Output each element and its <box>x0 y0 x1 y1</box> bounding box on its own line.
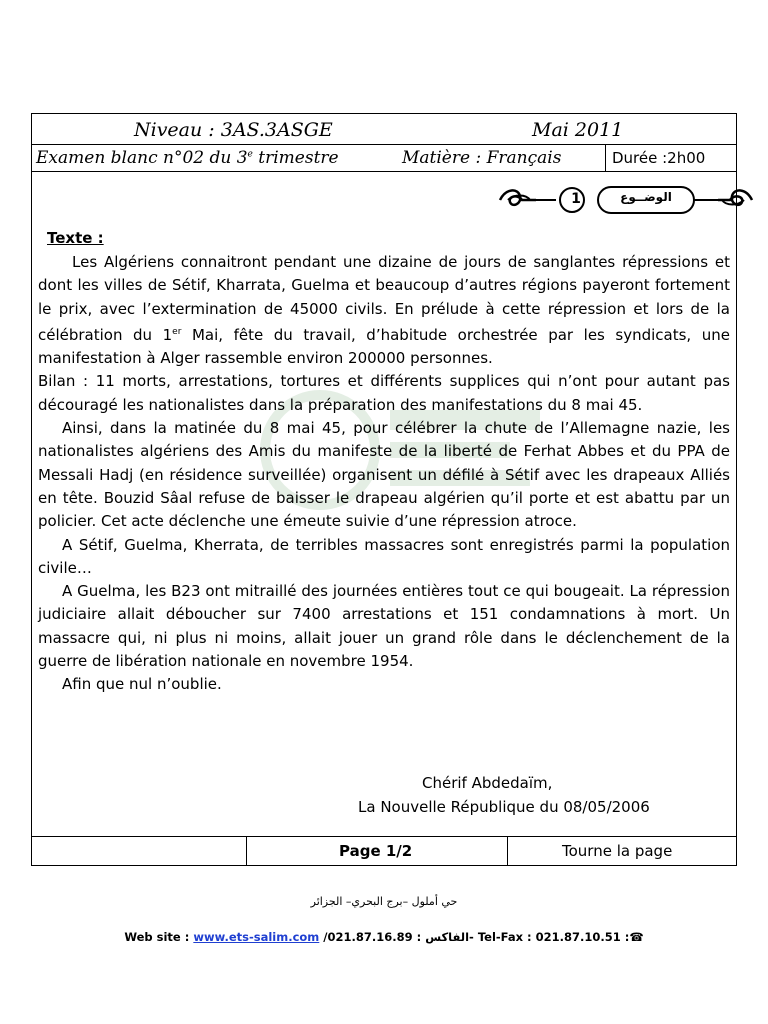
paragraph-5: A Guelma, les B23 ont mitraillé des journées entières tout ce qui bougeait. La répression judiciaire allait déboucher sur 7400 arrestations et 151 condamnations à mort. Un massacre qui, ni plus ni moins, allait jouer un grand rôle dans le déclenchement de la guerre de libération nationale en novembre 1954. <box>38 582 730 671</box>
divider <box>507 836 508 865</box>
school-address: حي أملول –برج البحري– الجزائر <box>310 895 458 908</box>
divider <box>32 171 736 172</box>
source-reference: La Nouvelle République du 08/05/2006 <box>358 798 650 816</box>
passage <box>38 251 730 697</box>
divider <box>605 144 606 171</box>
exam-date: Mai 2011 <box>532 119 624 141</box>
paragraph-4: A Sétif, Guelma, Kherrata, de terribles massacres sont enregistrés parmi la population civile… <box>38 535 730 577</box>
subject-arabic-label: الوضــوع <box>620 190 672 204</box>
duration-label: Durée :2h00 <box>612 149 706 167</box>
exam-frame <box>31 113 737 866</box>
divider <box>32 836 736 837</box>
subject-number: 1 <box>571 191 581 207</box>
niveau-label: Niveau : 3AS.3ASGE <box>134 119 333 141</box>
website-link[interactable]: www.ets-salim.com <box>193 930 320 944</box>
divider <box>32 144 736 145</box>
contact-line: Web site : www.ets-salim.com /021.87.16.89 : الفاكس- Tel-Fax : 021.87.10.51 :☎ <box>124 930 644 944</box>
paragraph-1: Les Algériens connaitront pendant une dizaine de jours de sanglantes répressions et dont les villes de Sétif, Kharrata, Guelma et beaucoup d’autres régions payeront fortement le prix, avec l’extermination de 45000 civils. En prélude à cette répression et lors de la célébration du 1er Mai, fête du travail, d’habitude orchestrée par les syndicats, une manifestation à Alger rassemble environ 200000 personnes. <box>38 253 730 368</box>
exam-title: Examen blanc n°02 du 3e trimestre <box>36 148 339 168</box>
turn-page-note: Tourne la page <box>562 842 673 860</box>
paragraph-2: Bilan : 11 morts, arrestations, tortures et différents supplices qui n’ont pour autant pas découragé les nationalistes dans la préparation des manifestations du 8 mai 45. <box>38 372 730 414</box>
author-name: Chérif Abdedaïm, <box>422 774 553 792</box>
page-number: Page 1/2 <box>339 842 413 860</box>
subject-label: Matière : Français <box>402 148 562 168</box>
paragraph-3: Ainsi, dans la matinée du 8 mai 45, pour célébrer la chute de l’Allemagne nazie, les nationalistes algériens des Amis du manifeste de la liberté de Ferhat Abbes et du PPA de Messali Hadj (en résidence surveillée) organisent un défilé à Sétif avec les drapeaux Alliés en tête. Bouzid Sâal refuse de baisser le drapeau algérien qu’il porte et est abattu par un policier. Cet acte déclenche une émeute suivie d’une répression atroce. <box>38 419 730 531</box>
divider <box>246 836 247 865</box>
text-label: Texte : <box>47 229 104 247</box>
paragraph-6: Afin que nul n’oublie. <box>62 675 222 694</box>
